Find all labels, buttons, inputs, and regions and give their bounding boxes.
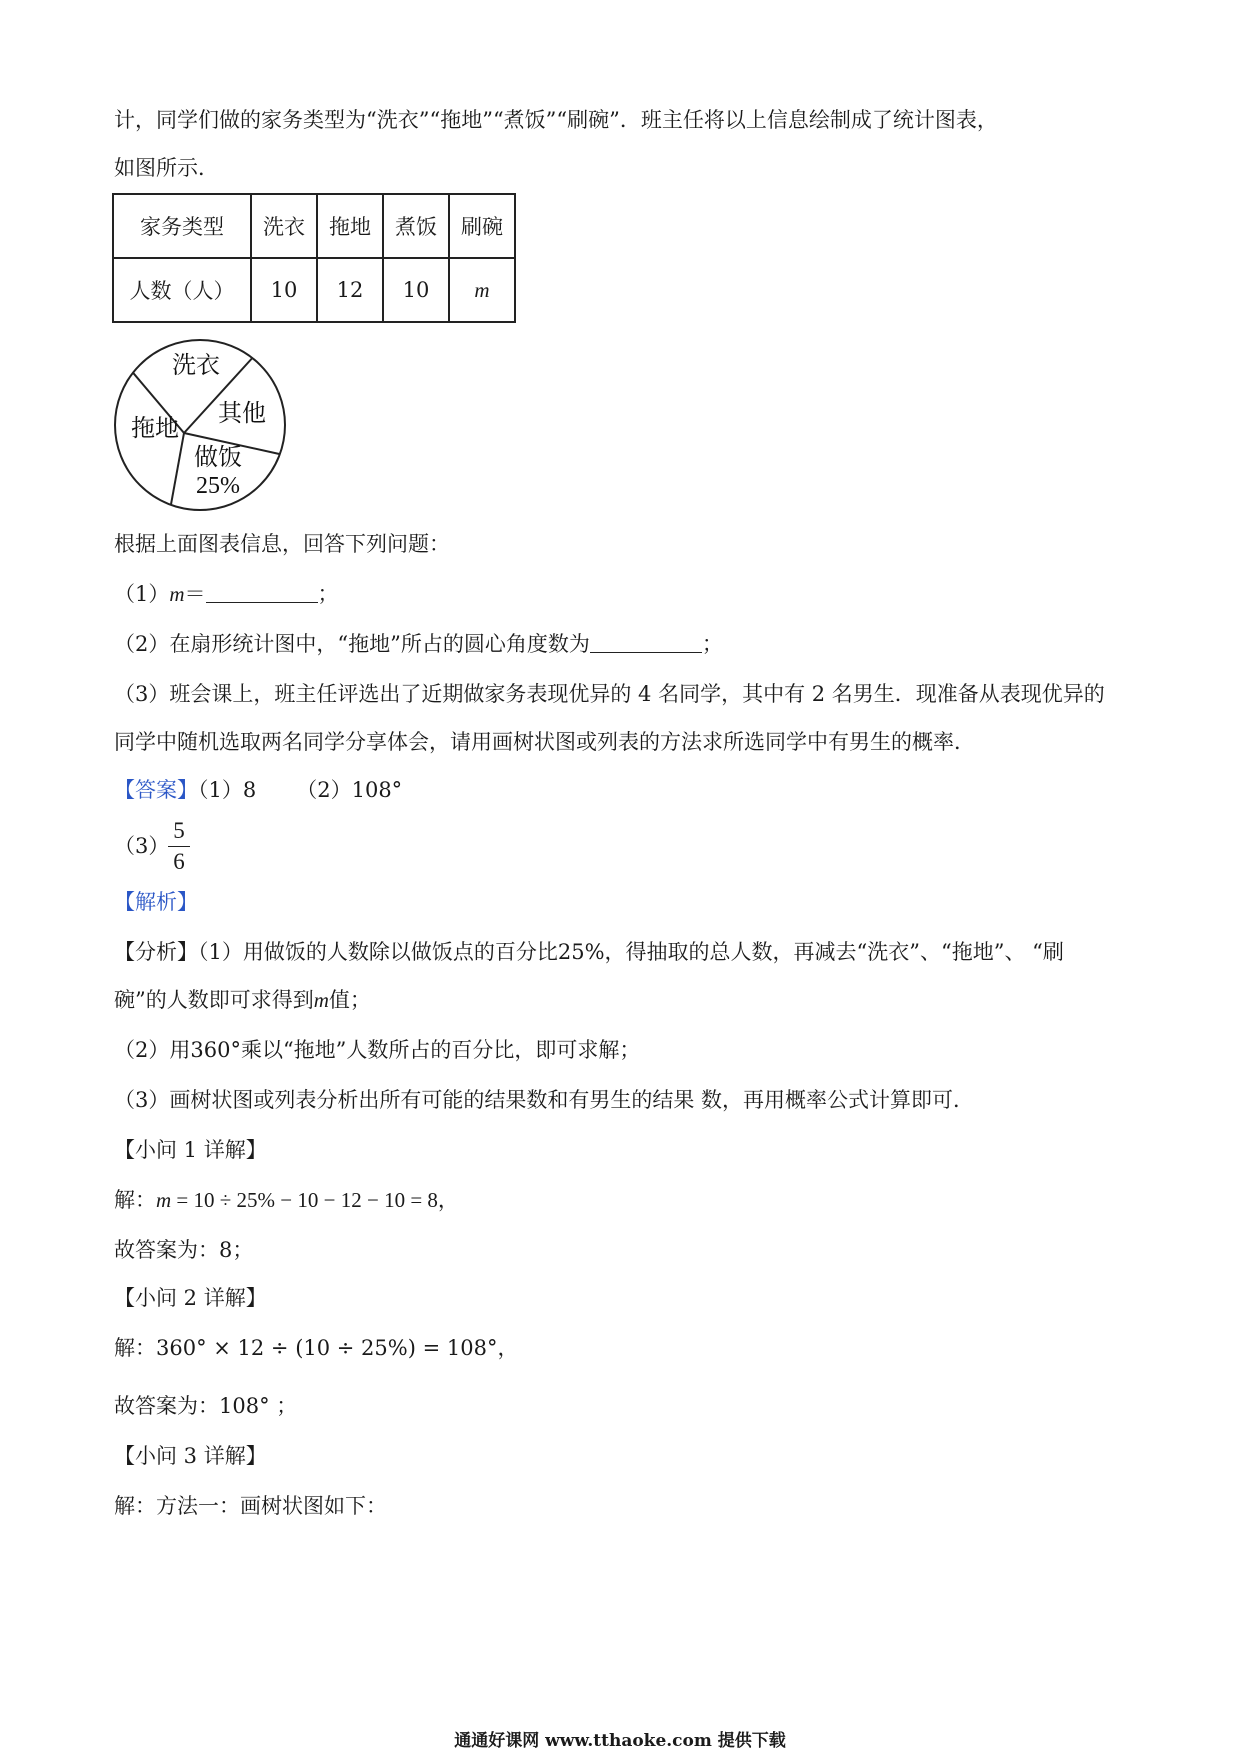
table-cell: 拖地 <box>317 194 383 258</box>
answer-blank <box>206 582 318 603</box>
answer-line <box>114 776 402 804</box>
analysis-line-1 <box>114 938 1064 966</box>
table-cell: 人数（人） <box>113 258 251 322</box>
analysis-text: 值； <box>328 988 371 1012</box>
analysis-line-3: （2）用360°乘以“拖地”人数所占的百分比，即可求解； <box>114 1038 641 1062</box>
analysis-text: 碗”的人数即可求得到 <box>114 988 314 1012</box>
table-cell: 家务类型 <box>113 194 251 258</box>
pie-slice-boundary <box>171 433 184 505</box>
fraction-denominator: 6 <box>173 849 185 874</box>
slice-label-other: 其他 <box>218 399 266 427</box>
intro-line-2: 如图所示． <box>114 156 219 180</box>
q1-var: m <box>169 582 185 606</box>
slice-label-mopping: 拖地 <box>131 414 179 442</box>
solution-2-title: 【小问 2 详解】 <box>114 1286 267 1310</box>
fraction-bar <box>168 846 190 847</box>
solution-prefix: 解： <box>114 1188 156 1212</box>
analysis-line-4: （3）画树状图或列表分析出所有可能的结果数和有男生的结果 数，再用概率公式计算即可． <box>114 1088 975 1112</box>
table-cell: m <box>449 258 515 322</box>
q2-text: （2）在扇形统计图中，“拖地”所占的圆心角度数为 <box>114 632 590 656</box>
solution-2-answer: 故答案为：108° ； <box>114 1394 298 1418</box>
table-cell: 10 <box>251 258 317 322</box>
solution-3-title: 【小问 3 详解】 <box>114 1444 267 1468</box>
answer-2: （2）108° <box>296 778 403 802</box>
table-cell: 洗衣 <box>251 194 317 258</box>
solution-var: m <box>156 1188 172 1212</box>
solution-2-line: 解：360° × 12 ÷ (10 ÷ 25%) = 108°， <box>114 1336 519 1360</box>
answer-blank <box>590 632 702 653</box>
analysis-tag: 【解析】 <box>114 890 198 914</box>
table-cell: 煮饭 <box>383 194 449 258</box>
pie-chart <box>110 335 290 515</box>
answer-tag: 【答案】 <box>114 778 198 802</box>
question-3-line-1: （3）班会课上，班主任评选出了近期做家务表现优异的 4 名同学，其中有 2 名男生．现准备从表现优异的 <box>114 682 1105 706</box>
table-cell: 刷碗 <box>449 194 515 258</box>
slice-label-washing: 洗衣 <box>172 351 220 379</box>
page-footer: 通通好课网 www.tthaoke.com 提供下载 <box>454 1731 786 1751</box>
question-2 <box>114 630 723 658</box>
question-intro: 根据上面图表信息，回答下列问题： <box>114 532 450 556</box>
analysis-var: m <box>313 988 329 1012</box>
solution-1-title: 【小问 1 详解】 <box>114 1138 267 1162</box>
table-cell: 10 <box>383 258 449 322</box>
q2-end: ； <box>701 632 723 656</box>
answer-1: （1）8 <box>198 778 257 802</box>
table-data-row <box>113 258 515 322</box>
q1-prefix: （1） <box>114 582 170 606</box>
analysis-fx-1: （1）用做饭的人数除以做饭点的百分比25%，得抽取的总人数，再减去“洗衣”、“拖地”、 “刷 <box>198 940 1064 964</box>
answer-3-fraction <box>168 818 190 875</box>
solution-1-line <box>114 1186 459 1214</box>
fraction-numerator: 5 <box>173 818 185 843</box>
table-header-row <box>113 194 515 258</box>
question-1 <box>114 580 339 608</box>
answer-3-prefix: （3） <box>114 834 170 858</box>
solution-3-line: 解：方法一：画树状图如下： <box>114 1494 387 1518</box>
slice-label-cooking-pct: 25% <box>196 473 240 499</box>
intro-line-1: 计，同学们做的家务类型为“洗衣”“拖地”“煮饭”“刷碗”．班主任将以上信息绘制成了统计图表， <box>114 108 998 132</box>
q1-end: ； <box>317 582 339 606</box>
question-3-line-2: 同学中随机选取两名同学分享体会，请用画树状图或列表的方法求所选同学中有男生的概率． <box>114 730 975 754</box>
solution-expr: = 10 ÷ 25% − 10 − 12 − 10 = 8， <box>171 1188 459 1212</box>
q1-eq: ＝ <box>184 582 206 606</box>
analysis-fx-tag: 【分析】 <box>114 940 198 964</box>
table-cell: 12 <box>317 258 383 322</box>
slice-label-cooking: 做饭 <box>194 443 242 471</box>
chores-table <box>112 193 516 323</box>
solution-1-answer: 故答案为：8； <box>114 1238 254 1262</box>
analysis-line-2 <box>114 986 371 1014</box>
